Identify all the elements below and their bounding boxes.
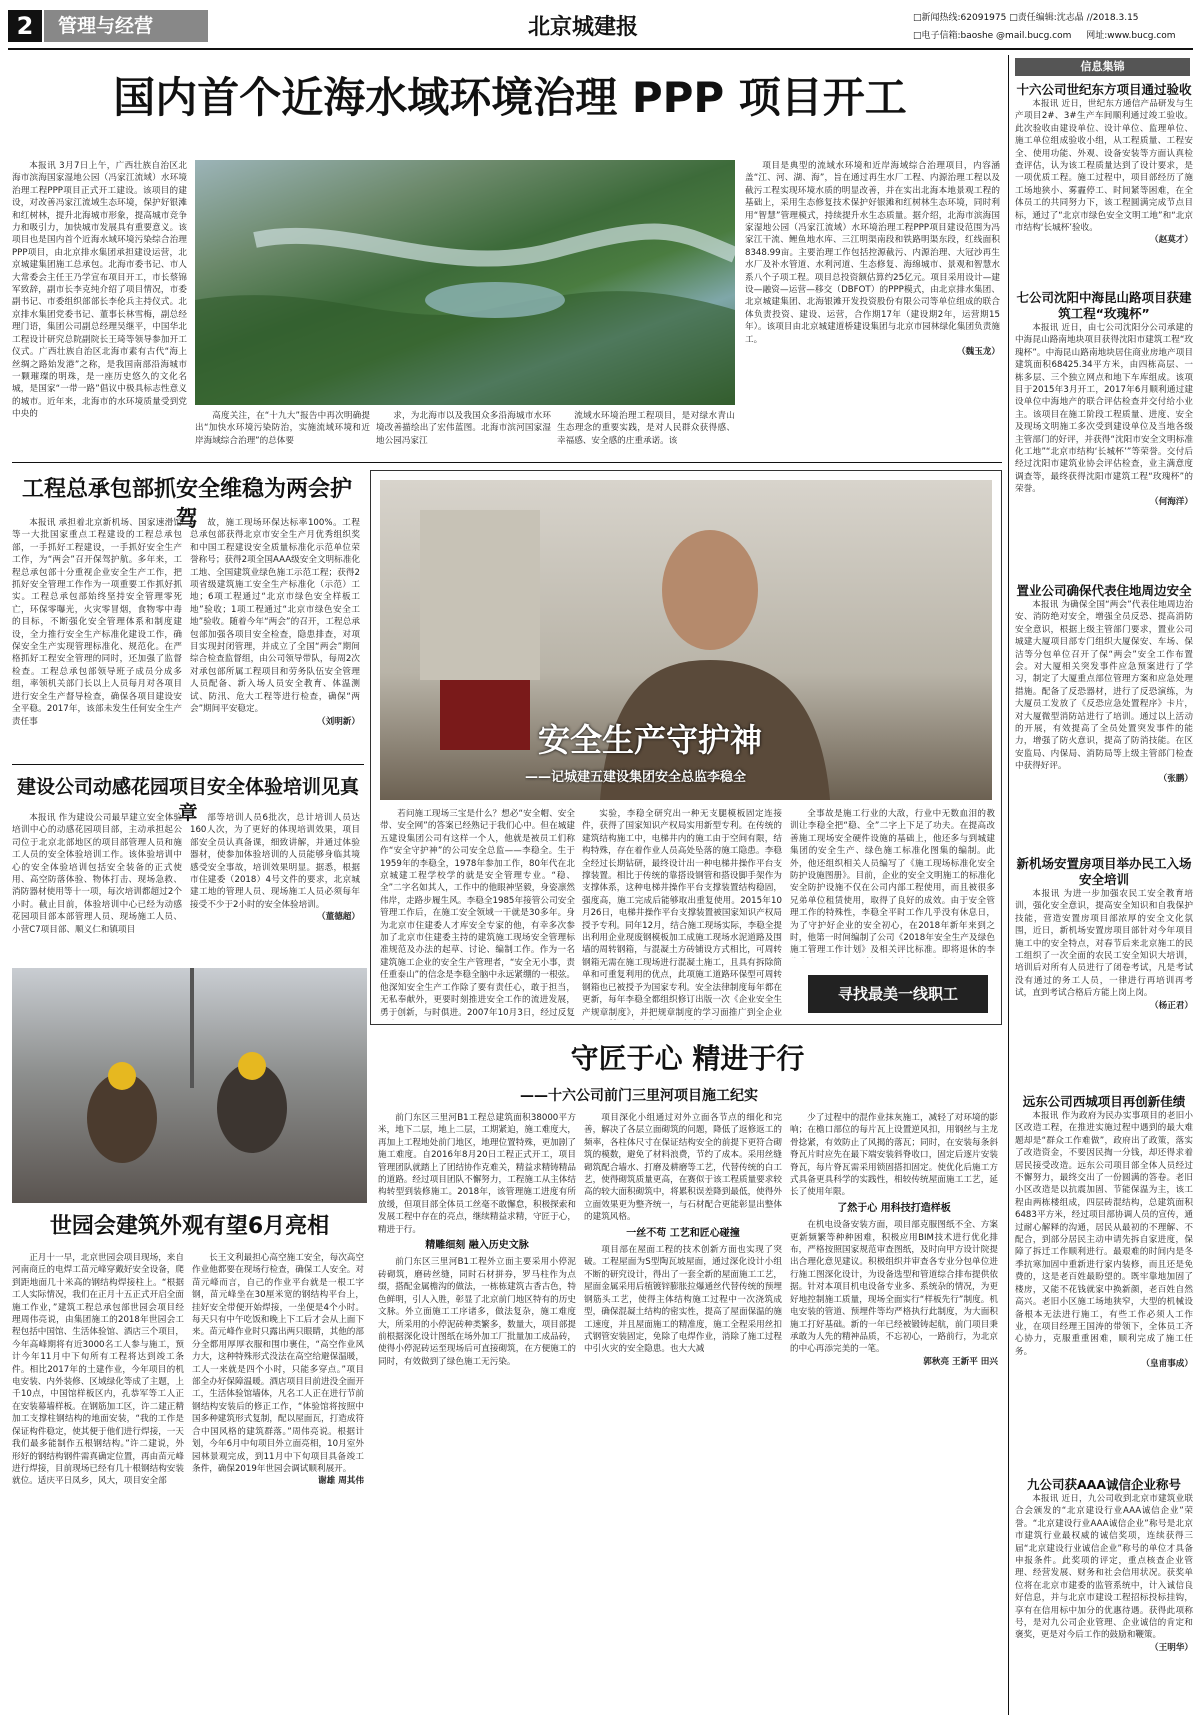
a5-author: 郭秋亮 王新平 田兴 (923, 1356, 998, 1367)
masthead-bar (8, 8, 1193, 46)
a4-col2: 长王文利最担心高空施工安全，每次高空作业他都要在现场行检查，确保工人安全。对苗元峰而言，自己的作业平台就是一根工字钢，苗元峰坐在30厘米宽的钢结构平台上，挂好安全带便开始焊接，一坐便是4个小时。每天只有中午吃饭和晚上下工后才会从上面下来。苗元峰作业时只露出两只眼睛，其他的部分全都用厚厚衣服和围巾裹住，“高空作业风力大，这种特殊形式没法在高空给避保温暖，工人一来就是四个小时，只能多穿点。”项目部全办好保障温暖。酒店项目目前进没全面开工，生活体验馆墙体，凡名工人正在进行节前钢结构安装后的修正工作，“体验馆将按照中国多种建筑形式复制，配以屋面瓦，打造成符合中国风格的建筑群落。”周伟亮说。根据计划，今年6月中旬项目外立面亮相，10月室外园林景观完成，到11月中下旬项目具备竣工条件，确保2019年世园会调试顺利展开。 谢雄 周其伟 (192, 1253, 364, 1487)
a5-subtitle: ——十六公司前门三里河项目施工纪实 (520, 1088, 758, 1104)
lead-col4: 流域水环境治理工程项目，是对绿水青山生态理念的重要实践，是对人民群众获得感、幸福感、安全感的庄重承诺。该 (557, 411, 735, 446)
a3-col2: 部等培训人员6批次，总计培训人员达160人次，为了更好的体现培训效果，项目部安全员认真备课，细致讲解，并通过体验器材，使参加体验培训的人员能够身临其境感受安全事故，培训效果明显。据悉，根据市住建委（2018）4号文件的要求，北京城建工地的管理人员、现场施工人员必须每年接受不少于2小时的安全体验培训。 （董德超） (190, 813, 360, 923)
a2-col1: 本报讯 承担着北京新机场、国家速滑馆等一大批国家重点工程建设的工程总承包部，一手抓好工程建设，一手抓好安全生产工作，为“两会”召开保驾护航。多年来，工程总承包部十分重视企业安全生产工作，把抓好安全管理工作作为一项重要工作抓好抓实。工程总承包部始终坚持安全管理零死亡，环保零曝光，火灾零冒烟，食物零中毒的目标，不断强化安全管理体系和制度建设，全力推行安全生产标准化建设工作，确保安全生产实现管理标准化、规范化。在严格抓好工程安全管理的同时，还加强了监督检查。工程总承包部领导班子成员分成多组，率领机关部门长以上人员每月对各项目进行安全生产督导检查，确保各项目建设安全平稳。2017年，该部未发生任何安全生产责任事 (12, 518, 182, 727)
rule-a2 (12, 764, 364, 765)
sidebar-author: （何海洋） (1150, 496, 1193, 507)
sidebar-item: 七公司沈阳中海昆山路项目获建筑工程“玫瑰杯” 本报讯 近日，由七公司沈阳分公司承建的中海昆山路南地块项目获得沈阳市建筑工程“玫瑰杯”。中海昆山路南地块居住商业房地产项目建筑面积68425.34平方米，由四栋高层、一栋多层、三个独立网点和地下车库组成。该项目于2015年3月开工，2017年6月顺利通过建设单位中海地产的联合评估检查并交付给小业主。该项目在施工阶段工程质量、进度、安全及现场文明施工多次受到建设单位及当地各级主管部门的好评，并获得“沈阳市安全文明标准化工地”“北京市结构‘长城杯’”等荣誉。交付后经过沈阳市建筑业协会评估检查，业主满意度调查等，最终获得沈阳市建筑工程“玫瑰杯”的荣誉。 （何海洋） (1015, 290, 1193, 507)
sidebar-author: （杨正君） (1150, 1000, 1193, 1011)
a5-col3: 少了过程中的混作业抹灰施工，减轻了对环境的影响；在檐口部位的每片瓦上设置逆风扣，用钢丝与主龙骨捻紧，有效防止了风揭的落瓦；同时，在安装每条斜脊瓦片时应先在最下端安装斜脊收口，固定后逐片安装脊瓦，每片脊瓦需采用锁固搭扣固定。使优化后施工方式具备更具科学的实践性，相较传统屋面施工工艺，延长了使用年限。 了然于心 用科技打造样板 在机电设备安装方面，项目部克服图纸不全、方案更新频繁等种种困难，积极应用BIM技术进行优化排布，严格按照国家规范审查图纸，及时向甲方设计院提出合理化意见建议。积极组织并审查各专业分包单位进行施工图深化设计，为设备选型和管道综合排布提供依据。针对本项目机电设备专业多、系统杂的情况，为更好地控制施工质量，现场全面实行“样板先行”制度。机电安装的管道、预埋件等均严格执行此制度，为大面积施工打好基础。新的一年已经被锻铸起航，前门项目秉承敢为人先的精神品质，不忘初心，一路前行，为北京的中心再添完美的一笔。 郭秋亮 王新平 田兴 (790, 1113, 998, 1367)
header-rule (8, 48, 1193, 50)
lead-col3: 求，为北海市以及我国众多沿海城市水环境改善描绘出了宏伟蓝图。北海市滨河国家湿地公园冯家江 (376, 411, 551, 446)
a3-author: （董德超） (317, 912, 360, 923)
lead-author: （魏玉龙） (957, 347, 1000, 358)
sidebar-item: 远东公司西城项目再创新佳绩 本报讯 作为政府为民办实事项目的老旧小区改造工程，在推进实施过程中遇到的最大难题却是“群众工作难做”，政府出了政策，落实了改造资金，不要因民掏一分钱，却还得求着居民接受改造。远东公司项目部全体人员经过不懈努力，最终交出了一份圆满的答卷。老旧小区改造是以抗震加固、节能保温为主，该工程由两栋楼组成，四层砖混结构，总建筑面积6483平方米，经过项目部协调人员的宣传，通过耐心解释的沟通，居民从最初的不理解、不配合，到部分居民主动申请先拆自家进度，保障了拆迁工作顺利进行。最艰难的时间内是冬季抗寒加固中重新进行家内装修，而且还是免费的，这是老百姓最盼望的。既牢靠地加固了楼房，又能不花钱就家中换新颜，老百姓自然高兴。老旧小区施工场地狭窄，大型的机械设备根本无法进行施工，有些工作必须人工作业，在项目经理王国涛的带领下，全体员工齐心协力，克服重重困难，顺利完成了施工任务。 （皇甫事成） (1015, 1094, 1193, 1370)
sidebar-author: （皇甫事成） (1141, 1359, 1193, 1370)
sidebar-item-title: 新机场安置房项目举办民工入场安全培训 (1016, 856, 1192, 887)
lead-headline: 国内首个近海水域环境治理 PPP 项目开工 (113, 73, 907, 122)
a5-subhead3: 了然于心 用科技打造样板 (837, 1202, 951, 1214)
sidebar-author: （赵莫才） (1150, 235, 1193, 246)
sidebar-item-title: 七公司沈阳中海昆山路项目获建筑工程“玫瑰杯” (1016, 290, 1192, 321)
feature-col3: 全事故是施工行业的大敌，行业中无数血泪的教训让李稳全把“稳、全”二字上下足了功夫。在提高改善施工现场安全硬件设施的基础上，他还多与到城建集团的安全生产、绿色施工标准化图集的编制。此外，他还组织相关人员编写了《施工现场标准化安全防护设施图册》。目前，企业的安全文明施工的标准化安全防护设施不仅在公司内部工程使用，而且被很多兄弟单位租赁使用，取得了良好的成效。由于安全管理工作的特殊性，李稳全平时工作几乎没有休息日，为了守护好企业的安全初心，在2018年新年来到之时，他第一时间编制了公司《2018年安全生产及绿色施工管理工作计划》及相关评比标准。即将退休的李 (790, 809, 995, 956)
sidebar-author: （张鹏） (1158, 773, 1193, 784)
a4-headline: 世园会建筑外观有望6月亮相 (49, 1214, 330, 1239)
wetland-aerial-photo (195, 160, 735, 405)
a2-col2: 故，施工现场环保达标率100%。工程总承包部获得北京市安全生产月优秀组织奖和中国工程建设安全质量标准化示范单位荣誉称号；获得2项全国AAA级安全文明标准化工地、全国建筑业绿色施工示范工程；获得2项省级建筑施工安全生产标准化（示范）工地；6项工程通过“北京市绿色安全样板工地”验收；1项工程通过“北京市绿色安全工地”验收。随着今年“两会”的召开，工程总承包部加强各项目安全检查，隐患排查，对项目实现封闭管理，并成立了全国“两会”期间综合检查监督组，由公司领导带队，每周2次对承包部所属工程项目和劳务队伍安全管理人员配备、新入场人员安全教育、体温测试、防汛、危大工程等进行检查，确保“两会”期间平安稳定。 （刘明新） (190, 518, 360, 727)
feature-badge: 寻找最美一线职工 (808, 975, 988, 1013)
sidebar-banner: 信息集锦 (1015, 58, 1190, 76)
feature-subtitle: ——记城建五建设集团安全总监李稳全 (525, 770, 747, 785)
a3-headline: 建设公司动感花园项目安全体验培训见真章 (16, 776, 359, 824)
lead-col1: 本报讯 3月7日上午，广西壮族自治区北海市滨海国家湿地公园（冯家江流域）水环境治理工程PPP项目正式开工建设。该项目的建设，对改善冯家江流域生态环境，保护好银滩和红树林，提升北海城市形象，提高城市竞争力和吸引力，加快城市发展具有重要意义。该项目也是国内首个近海水域环境污染综合治理PPP项目，由北京排水集团承担建设运营，北京城建集团施工总承包。北海市委书记、市人大常委会主任王乃学宣布项目开工，市长蔡锦军致辞，副市长李克纯介绍了项目情况，市委副书记、市委组织部部长李伦兵主持仪式。北京排水集团党委书记、董事长林雪梅，副总经理门语，集团公司副总经理吴继平，中国华北工程设计研究总院副院长王琦等领导参加开工仪式。广西壮族自治区北海市素有古代“海上丝绸之路始发港”之称，是我国南部沿海城市一颗璀璨的明珠，是一座历史悠久的文化名城，是国家“一带一路”倡议中极具标志性意义的城市。近年来，北海市的水环境质量受到党中央的 (12, 161, 187, 420)
sidebar-divider (1008, 55, 1009, 1715)
email: □电子信箱:baoshe @mail.bucg.com (913, 31, 1072, 41)
a5-col1: 前门东区三里河B1工程总建筑面积38000平方米，地下二层，地上二层，工期紧迫，施工难度大，再加上工程地处前门地区，地理位置特殊，更加剧了施工难度。自2016年8月20日工程正式开工，项目管理团队就踏上了团结协作克难关，精益求精铸精品的道路。经过项目团队不懈努力，工程施工从主体结构转型到装修施工。2018年，该管理施工进度有所放缓，但项目部全体员工丝毫不敢懈怠，积极探索和发展工程中存在的亮点，继续精益求精，守匠于心，精进于行。 精雕细刻 融入历史文脉 前门东区三里河B1工程外立面主要采用小停泥砖砌筑，磨砖丝缝，同时石材拼券，罗马柱作为点缀，搭配金属檐沟的做法，一栋栋建筑古香古色，特色鲜明，引人入胜，彰显了北京前门地区特有的历史文脉。外立面施工工序诸多，做法复杂，施工难度大，所采用的小停泥砖种类繁多，数量大，项目部提前根据深化设计图纸在场外加工厂批量加工成品砖，使得小停泥砖运至现场后可直接砌筑，在方便施工的同时，有效做到了绿色施工无污染。 (378, 1113, 576, 1367)
welders-photo (12, 968, 367, 1203)
sidebar-item-title: 九公司获AAA诚信企业称号 (1026, 1477, 1182, 1492)
lead-col5: 项目是典型的流域水环境和近岸海域综合治理项目，内容涵盖“江、河、湖、海”，旨在通过再生水厂工程、内源治理工程以及截污工程实现环境水质的明显改善，并在实出北海本地景观工程的基础上，采用生态修复技术保护好银滩和红树林生态环境，同时利用“智慧”管理模式，持续提升水生态质量。据介绍，北海市滨海国家湿地公园（冯家江流域）水环境治理工程PPP项目建设范围为冯家江干流、鲤鱼地水库、三江明渠南段和铁路明渠东段，红线面积8348.99亩。主要治理工作包括控源截污、内源治理、大冠沙再生水厂及补水管道、水利河道、生态修复、海绵城市、景观和智慧水系八个子项工程。项目总投资额估算约25亿元。项目采用设计—建设—融资—运营—移交（DBFOT）的PPP模式，由北京排水集团、北京城建集团、北海银滩开发投资股份有限公司等单位组成的联合体负责投资、建设、运营，合作期17年（建设期2年，运营期15年）。该项目由北京城建道桥建设集团与北京市园林绿化集团负责施工。 （魏玉龙） (745, 161, 1000, 358)
a2-headline: 工程总承包部抓安全维稳为两会护驾 (21, 477, 352, 532)
a5-subhead1: 精雕细刻 融入历史文脉 (425, 1240, 529, 1252)
a2-author: （刘明新） (317, 716, 360, 727)
sidebar-item-title: 置业公司确保代表住地周边安全 (1016, 583, 1192, 598)
section-label: 管理与经营 (44, 10, 208, 42)
date: //2018.3.15 (1086, 13, 1139, 23)
sidebar-item: 新机场安置房项目举办民工入场安全培训 本报讯 为进一步加强农民工安全教育培训，强化安全意识，提高安全知识和自我保护技能，营造安置房项目部浓厚的安全文化氛围，近日，新机场安置房项目部针对今年项目施工中的安全特点，对春节后来北京施工的民工组织了一次全面的农民工安全知识大培训，培训后对所有人员进行了闭卷考试，凡是考试没有通过的务工人员，一律进行再培训再考试，直到考试合格后方能上岗上岗。 （杨正君） (1015, 856, 1193, 1011)
page-number-box: 2 (8, 10, 42, 42)
feature-col2: 实验，李稳全研究出一种无支腿模板固定连接件，获得了国家知识产权局实用新型专利。在传统的建筑结构施工中，电梯井内的施工由于空间有限，结构特殊，存在着作业人员高处坠落的施工隐患。李稳全经过长期钻研，最终设计出一种电梯井操作平台支撑装置。相比于传统的靠搭设钢管和搭设脚手架作为支撑体系，这种电梯井操作平台支撑装置结构稳固，强度高，施工完成后能够取出重复使用。2015年10月26日，电梯井操作平台支撑装置被国家知识产权局授予专利。同年12月，结合施工现场实际，李稳全提出利用企业现废钢模板加工成施工现场水泥道路及围墙的周转钢箱，与混凝土方砖铺设方式相比，可周转钢箱无需在施工现场进行混凝土施工，且具有拆除简单和可重复利用的优点，此项施工道路环保型可周转钢箱也已被授予为国家专利。安全法律制度每年都在更新，每年李稳全都组织修订出版一次《企业安全生产规章制度》，并把规章制度的学习面推广到全企业 (582, 809, 782, 1018)
a5-headline: 守匠于心 精进于行 (570, 1042, 805, 1075)
lead-col2: 高度关注，在“十九大”报告中再次明确提出“加快水环境污染防治，实施流域环境和近岸海域综合治理”的总体要 (195, 411, 370, 446)
sidebar (1015, 82, 1193, 1712)
sidebar-item: 置业公司确保代表住地周边安全 本报讯 为确保全国“两会”代表住地周边治安、消防绝对安全，增强全员反恐、提高消防安全意识，根据上级主管部门要求，置业公司城建大厦项目部专门组织大厦保安、车场、保洁等分包单位召开了保“两会”安全工作布置会。对大厦相关突发事件应急预案进行了学习，制定了大厦重点部位管理方案和应急处理措施。配备了反恐器材，进行了反恐演练，为大厦员工发放了《反恐应急处置程序》卡片，对大厦微型消防站进行了培训。通过以上活动的开展，有效提高了全员处置突发事件的能力，增强了防火意识，提高了防消技能。在区安监局、内保局、消防局等上级主管部门检查中获得好评。 （张鹏） (1015, 583, 1193, 784)
editor: □责任编辑:沈志晶 (1009, 13, 1084, 23)
paper-name: 北京城建报 (528, 14, 639, 40)
a5-subhead2: 一丝不苟 工艺和匠心碰撞 (626, 1227, 740, 1239)
feature-col1: 若问施工现场三宝是什么？想必“安全帽、安全带、安全网”的答案已经熟记于我们心中。但在城建五建设集团公司有这样一个人，他就是被员工们称作“安全守护神”的公司安全总监——李稳全。生于1959年的李稳全，1978年参加工作，80年代在北京城建工程学校学的就是安全管理专业。“稳、全”二字名如其人，工作中的他眼神坚毅，身姿凛然伟岸，走路步履生风。李稳全1985年接管公司安全管理工作后，在施工安全领域一干就是30多年。身为北京市住建委人才库安全专家的他，有幸多次参加了北京市住建委主持的建筑施工现场安全管理标准规范及办法的起草、讨论、编制工作。作为一名建筑施工企业的安全生产管理者，“安全无小事，责任重泰山”的信念是李稳全脑中永远紧绷的一根弦。他深知安全生产工作除了要有责任心，敢于担当，无私奉献外，更要时刻推进安全工作的流进发展，勇于创新，与时俱进。2007年10月3日，经过反复 (380, 809, 575, 1018)
rule-lead (12, 462, 1002, 463)
sidebar-item-title: 十六公司世纪东方项目通过验收 (1016, 82, 1192, 97)
a4-col1: 正月十一早，北京世园会项目现场，来自河南商丘的电焊工苗元峰穿戴好安全设备，爬到距地面几十米高的钢结构焊接柱上。“根据工人实际情况，我们在正月十五正式开启全面施工作业，”建筑工程总承包部世园会项目经理周伟亮说，由集团施工的2018年世园会工程包括中国馆、生活体验馆、酒店三个项目，今年高峰期将有近3000名工人参与施工，预计今年11月中下旬所有工程将达到竣工条件。相比2017年的土建作业，今年项目的机电安装、内外装修、区域绿化等成了主题，上千10点，中国馆样板区内，孔恭军等工人正在安装幕墙样板。在钢筋加工区，许二建正精加工支撑柱钢结构的地面安装，“我的工作是保证构件稳定，使其便于他们进行焊接，一天我们最多能制作五根钢结构。”许二建说，外形好的钢结构钢件需真确定位置，再由苗元峰进行焊接，目前现场已经有几十根钢结构安装就位。适庆平日凤乡，风大，项目安全部 (12, 1253, 184, 1487)
a3-col1: 本报讯 作为建设公司最早建立安全体验培训中心的动感花园项目部，主动承担起公司位于北京北部地区的项目部管理人员和施工人员的安全体验培训工作。该体验培训中心的安全体验培训包括安全装备的正式使用、高空防落体验、物体打击、现场急救、消防器材使用等十一项，每次培训都超过2个小时。截止目前，体验培训中心已经为动感花园项目部本部管理人员、现场施工人员、小营C7项目部、顺义仁和镇项目 (12, 813, 182, 935)
hotline: □新闻热线:62091975 (913, 13, 1007, 23)
website: 网址:www.bucg.com (1086, 31, 1176, 41)
feature-title: 安全生产守护神 (537, 721, 762, 759)
a5-col2: 项目深化小组通过对外立面各节点的细化和完善，解决了各层立面砌筑的问题，降低了返修返工的频率，各柱体尺寸在保证结构安全的前提下更符合砌筑的模数，避免了材料浪费，节约了成本。采用丝缝砌筑配合墙水、打磨及耕磨等工艺，代替传统的白工艺，使得砌筑质量更高，在赛似于该工程质量要求较高的较大面积砌筑中，将累积误差降到最低，使得外立面效果更为整齐统一，与石材配合更能彰显出整体的建筑风格。 一丝不苟 工艺和匠心碰撞 项目部在屋面工程的技术创新方面也实现了突破。工程屋面为S型陶瓦坡屋面，通过深化设计小组不断的研究设计，得出了一套全新的屋面施工工艺，屋面金属采用后植镀锌膨胀拉爆通丝代替传统的预埋钢筋头工艺，使得主体结构施工过程中一次浇筑成型，确保混凝土结构的密实性，提高了屋面保温的施工速度，并且屋面施工的精准度，施工全程采用丝扣式钢管安装固定，免除了电焊作业，消除了施工过程中引火灾的安全隐患。也大大减 (584, 1113, 782, 1355)
sidebar-item: 十六公司世纪东方项目通过验收 本报讯 近日，世纪东方通信产品研发与生产项目2#、3#生产车间顺利通过竣工验收。此次验收由建设单位、设计单位、监理单位、施工单位组成验收小组，从工程质量、工程安全、使用功能、外观、设备安装等方面认真检查评估，认为该工程质量达到了设计要求，是一项优质工程。施工过程中，项目部经历了施工场地狭小、雾霾停工、时间紧等困难，在全体员工的共同努力下，该工程圆满完成节点目标，通过了“北京市绿色安全文明工地”和“北京市结构‘长城杯’验收。 （赵莫才） (1015, 82, 1193, 246)
sidebar-author: （王明华） (1150, 1642, 1193, 1653)
a4-author: 谢雄 周其伟 (318, 1476, 364, 1487)
sidebar-item: 九公司获AAA诚信企业称号 本报讯 近日，九公司收到北京市建筑业联合会颁发的“北京建设行业AAA诚信企业”荣誉。“北京建设行业AAA诚信企业”称号是北京市建筑行业最权威的诚信奖项，连续获得三届“北京建设行业诚信企业”称号的单位才具备申报条件。此奖项的评定，重点核查企业管理、经营发展、财务和社会信用状况。获奖单位将在北京市建委的监管系统中，计入诚信良好信息，并与北京市建设工程招标投标挂钩，享有在信用标中加分的优惠待遇。获得此项称号，是对九公司企业管理、企业诚信的肯定和褒奖，更是对今后工作的鼓励和鞭策。 （王明华） (1015, 1477, 1193, 1653)
sidebar-item-title: 远东公司西城项目再创新佳绩 (1022, 1094, 1186, 1109)
